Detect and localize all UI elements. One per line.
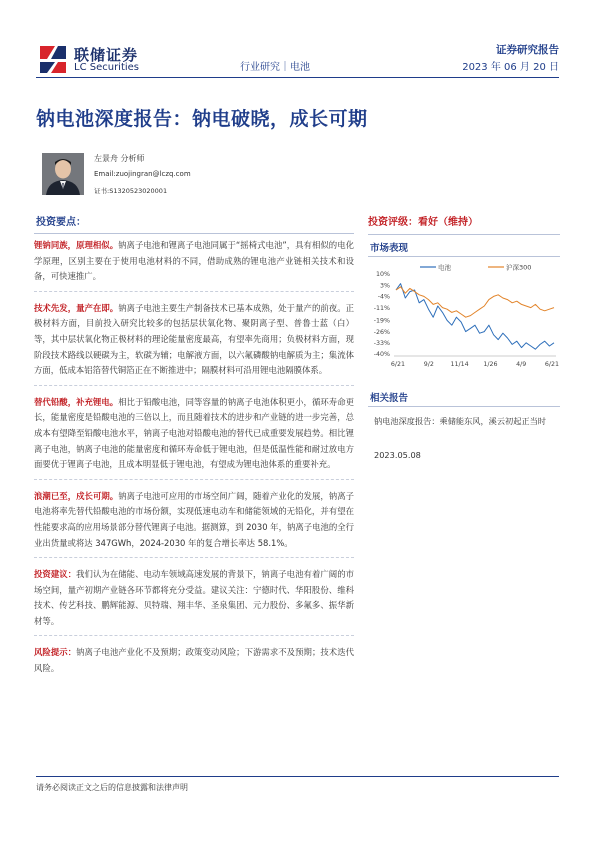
summary-heading: 投资要点： — [36, 217, 86, 228]
analyst-name: 左景舟 分析师 — [94, 154, 145, 163]
related-reports-title: 相关报告 — [370, 393, 409, 404]
rating-text: 投资评级：看好（维持） — [368, 217, 478, 228]
paragraph-keyword: 风险提示： — [34, 647, 77, 658]
paragraph-separator — [34, 479, 354, 481]
y-tick-label: 10% — [376, 271, 390, 279]
paragraph-separator — [34, 557, 354, 559]
brand-name-en: LC Securities — [74, 62, 140, 73]
page-title: 钠电池深度报告：钠电破晓，成长可期 — [36, 108, 368, 130]
market-divider — [368, 256, 560, 257]
paragraph-keyword: 锂钠同族，原理相似。 — [34, 240, 119, 250]
paragraph-keyword: 技术先发，量产在即。 — [34, 302, 119, 313]
paragraph-separator — [34, 635, 354, 637]
investment-rating — [368, 215, 560, 235]
paragraph-text: 钠离子电池可应用的市场空间广阔，随着产业化的发展，钠离子电池将率先替代铅酸电池的市场份额，实现低速电动车和储能领域的无铅化，并有望在性能要求高的应用场景部分替代锂离子电池。据测算，到 2030 年，钠离子电池的全行业出货量或将达 347GWh，2024-2030 年的复合增长率达 58.1%。 — [34, 490, 355, 548]
report-type-label: 证券研究报告 — [496, 44, 559, 56]
related-report-link[interactable]: 钠电池深度报告：乘储能东风，溪云初起正当时 — [374, 416, 546, 426]
x-tick-label: 9/2 — [423, 361, 434, 368]
x-tick-label: 11/14 — [450, 361, 469, 368]
y-tick-label: -4% — [377, 293, 390, 301]
y-tick-label: -19% — [373, 317, 390, 325]
y-tick-label: -26% — [373, 328, 390, 336]
paragraph-keyword: 投资建议： — [34, 569, 77, 580]
y-tick-label: -11% — [373, 304, 390, 312]
header-divider — [36, 77, 559, 78]
y-tick-label: -40% — [373, 351, 390, 359]
paragraph-keyword: 替代铅酸，补充锂电。 — [34, 396, 119, 407]
summary-paragraph — [34, 301, 354, 379]
related-divider — [368, 406, 560, 407]
x-tick-label: 6/21 — [390, 361, 406, 368]
summary-paragraph — [34, 567, 354, 629]
summary-paragraph — [34, 238, 354, 285]
y-tick-label: 3% — [380, 282, 390, 290]
market-performance-title: 市场表现 — [370, 243, 409, 254]
paragraph-text: 钠离子电池和锂离子电池同属于“摇椅式电池”，具有相似的电化学原理，区别主要在于使用电池材料的不同，借助成熟的锂电池产业链相关技术和设备，可快速推广。 — [34, 240, 355, 282]
x-tick-label: 6/21 — [544, 361, 560, 368]
report-date: 2023 年 06 月 20 日 — [462, 62, 559, 73]
disclaimer-note: 请务必阅读正文之后的信息披露和法律声明 — [36, 783, 188, 792]
breadcrumb: 行业研究｜电池 — [240, 62, 310, 73]
brand-name-cn: 联储证券 — [74, 46, 139, 64]
y-tick-label: -33% — [373, 340, 390, 347]
analyst-email[interactable]: Email:zuojingran@lczq.com — [94, 170, 191, 178]
summary-divider — [34, 233, 354, 234]
related-report-date: 2023.05.08 — [374, 450, 421, 460]
x-tick-label: 4/9 — [516, 361, 527, 368]
analyst-certificate: 证书:S1320523020001 — [94, 187, 168, 195]
rating-divider — [368, 234, 560, 235]
summary-paragraph — [34, 395, 354, 473]
summary-paragraph — [34, 489, 354, 551]
paragraph-keyword: 浪潮已至，戍长可期。 — [34, 490, 119, 501]
x-tick-label: 1/26 — [483, 361, 498, 368]
paragraph-text: 钠离子电池主要生产制备技术已基本成熟，处于量产的前夜。正极材料方面，目前投入研究比较多的包括层状氧化物、聚阴离子型、普鲁士蓝（白）等，其中层状氧化物正极材料的理论能量密度最高，有望率先商用；负极材料方面，现阶段技术路线以硬碳为主，软碳为辅；电解液方面，以六氟磷酸钠电解质为主；集流体方面，低成本铝箔替代铜箔正在不断推进中；隔膜材料可沿用锂电池隔膜体系。 — [34, 302, 355, 376]
legend-label: 沪深300 — [506, 263, 532, 272]
paragraph-separator — [34, 385, 354, 387]
legend-label: 电池 — [438, 263, 451, 272]
market-performance-chart — [368, 258, 562, 376]
footer-divider — [36, 776, 559, 777]
paragraph-separator — [34, 291, 354, 293]
summary-paragraph — [34, 645, 354, 676]
analyst-avatar — [42, 153, 84, 195]
person-icon — [42, 153, 84, 195]
paragraph-text: 相比于铅酸电池，同等容量的钠离子电池体积更小，循环寿命更长，能量密度是铅酸电池的三倍以上，而且随着技术的进步和产业链的进一步完善，总成本有望降至铅酸电池水平，钠离子电池对铅酸电池的替代已成重要发展趋势。相比锂离子电池，钠离子电池的能量密度和循环寿命低于锂电池，但是低温性能和耐过放电方面要优于锂离子电池，且成本明显低于锂电池，有望成为锂电池体系的重要补充。 — [34, 396, 355, 470]
paragraph-text: 我们认为在储能、电动车领域高速发展的背景下，钠离子电池有着广阔的市场空间，量产初期产业链各环节都将充分受益。建议关注：宁德时代、华阳股份、维科技术、传艺科技、鹏辉能源、贝特瑞、翔丰华、圣泉集团、元力股份、多氟多、振华新材等。 — [34, 569, 355, 626]
lc-securities-logo-icon — [36, 42, 70, 76]
paragraph-text: 钠离子电池产业化不及预期；政策变动风险；下游需求不及预期；技术迭代风险。 — [34, 647, 355, 674]
investment-summary — [34, 215, 354, 683]
battery-series-line — [396, 284, 554, 350]
